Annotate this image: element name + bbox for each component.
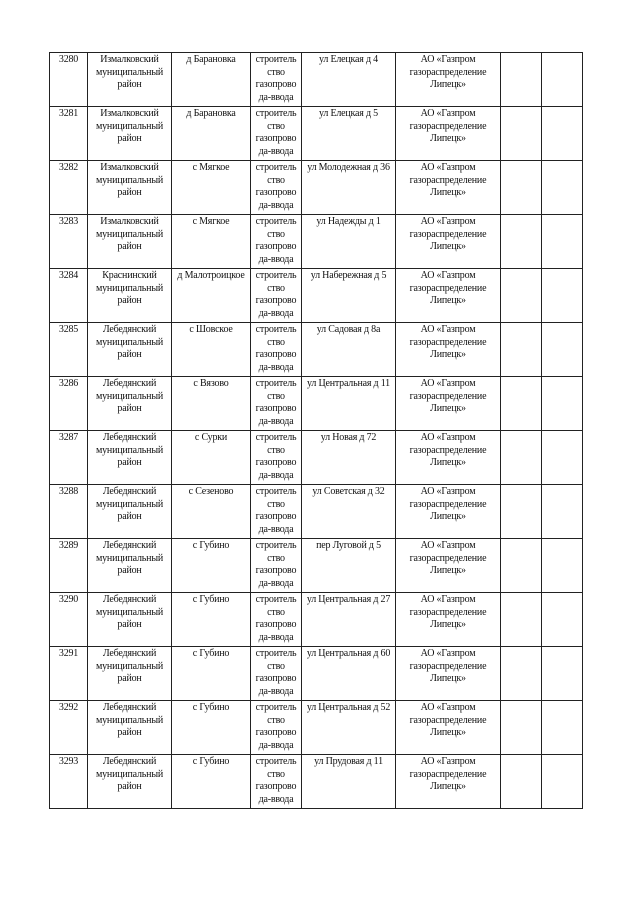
empty-cell [501, 107, 542, 161]
table-row [50, 161, 583, 215]
district-cell: Краснинский муниципальный район [88, 269, 172, 323]
work-type-cell: строитель ство газопрово да-ввода [251, 107, 302, 161]
district-cell: Измалковский муниципальный район [88, 53, 172, 107]
work-type-cell: строитель ство газопрово да-ввода [251, 323, 302, 377]
empty-cell [542, 647, 583, 701]
village-cell: с Мягкое [172, 215, 251, 269]
row-number-cell: 3286 [50, 377, 88, 431]
district-cell: Измалковский муниципальный район [88, 215, 172, 269]
address-cell: ул Надежды д 1 [302, 215, 396, 269]
empty-cell [542, 755, 583, 809]
row-number-cell: 3292 [50, 701, 88, 755]
work-type-cell: строитель ство газопрово да-ввода [251, 377, 302, 431]
row-number-cell: 3287 [50, 431, 88, 485]
organization-cell: АО «Газпром газораспределение Липецк» [396, 269, 501, 323]
empty-cell [542, 161, 583, 215]
empty-cell [501, 377, 542, 431]
row-number-cell: 3285 [50, 323, 88, 377]
table-body [50, 53, 583, 809]
table-row [50, 647, 583, 701]
address-cell: ул Новая д 72 [302, 431, 396, 485]
address-cell: ул Набережная д 5 [302, 269, 396, 323]
organization-cell: АО «Газпром газораспределение Липецк» [396, 701, 501, 755]
village-cell: с Губино [172, 593, 251, 647]
work-type-cell: строитель ство газопрово да-ввода [251, 161, 302, 215]
table-row [50, 701, 583, 755]
row-number-cell: 3289 [50, 539, 88, 593]
table-row [50, 593, 583, 647]
empty-cell [501, 755, 542, 809]
organization-cell: АО «Газпром газораспределение Липецк» [396, 593, 501, 647]
empty-cell [501, 323, 542, 377]
row-number-cell: 3293 [50, 755, 88, 809]
work-type-cell: строитель ство газопрово да-ввода [251, 215, 302, 269]
row-number-cell: 3283 [50, 215, 88, 269]
district-cell: Лебедянский муниципальный район [88, 539, 172, 593]
work-type-cell: строитель ство газопрово да-ввода [251, 539, 302, 593]
organization-cell: АО «Газпром газораспределение Липецк» [396, 647, 501, 701]
district-cell: Лебедянский муниципальный район [88, 431, 172, 485]
village-cell: д Малотроицкое [172, 269, 251, 323]
empty-cell [501, 647, 542, 701]
empty-cell [542, 701, 583, 755]
organization-cell: АО «Газпром газораспределение Липецк» [396, 107, 501, 161]
district-cell: Лебедянский муниципальный район [88, 647, 172, 701]
address-cell: ул Молодежная д 36 [302, 161, 396, 215]
organization-cell: АО «Газпром газораспределение Липецк» [396, 539, 501, 593]
village-cell: с Губино [172, 647, 251, 701]
table-row [50, 377, 583, 431]
address-cell: ул Садовая д 8а [302, 323, 396, 377]
empty-cell [542, 431, 583, 485]
empty-cell [501, 161, 542, 215]
address-cell: ул Центральная д 60 [302, 647, 396, 701]
village-cell: с Губино [172, 755, 251, 809]
work-type-cell: строитель ство газопрово да-ввода [251, 647, 302, 701]
empty-cell [501, 485, 542, 539]
empty-cell [542, 539, 583, 593]
address-cell: ул Центральная д 27 [302, 593, 396, 647]
empty-cell [542, 377, 583, 431]
district-cell: Лебедянский муниципальный район [88, 485, 172, 539]
village-cell: с Сурки [172, 431, 251, 485]
empty-cell [542, 107, 583, 161]
village-cell: с Вязово [172, 377, 251, 431]
work-type-cell: строитель ство газопрово да-ввода [251, 485, 302, 539]
empty-cell [542, 215, 583, 269]
empty-cell [542, 53, 583, 107]
empty-cell [501, 593, 542, 647]
work-type-cell: строитель ство газопрово да-ввода [251, 431, 302, 485]
registry-table [49, 52, 583, 809]
table-row [50, 485, 583, 539]
organization-cell: АО «Газпром газораспределение Липецк» [396, 323, 501, 377]
district-cell: Лебедянский муниципальный район [88, 593, 172, 647]
address-cell: ул Елецкая д 5 [302, 107, 396, 161]
empty-cell [501, 53, 542, 107]
district-cell: Лебедянский муниципальный район [88, 755, 172, 809]
table-row [50, 539, 583, 593]
empty-cell [542, 323, 583, 377]
organization-cell: АО «Газпром газораспределение Липецк» [396, 755, 501, 809]
row-number-cell: 3282 [50, 161, 88, 215]
address-cell: ул Прудовая д 11 [302, 755, 396, 809]
table-row [50, 431, 583, 485]
organization-cell: АО «Газпром газораспределение Липецк» [396, 215, 501, 269]
work-type-cell: строитель ство газопрово да-ввода [251, 593, 302, 647]
row-number-cell: 3288 [50, 485, 88, 539]
village-cell: д Барановка [172, 53, 251, 107]
address-cell: ул Центральная д 11 [302, 377, 396, 431]
district-cell: Лебедянский муниципальный район [88, 701, 172, 755]
empty-cell [501, 215, 542, 269]
organization-cell: АО «Газпром газораспределение Липецк» [396, 431, 501, 485]
address-cell: ул Елецкая д 4 [302, 53, 396, 107]
empty-cell [501, 539, 542, 593]
address-cell: ул Центральная д 52 [302, 701, 396, 755]
organization-cell: АО «Газпром газораспределение Липецк» [396, 377, 501, 431]
empty-cell [542, 269, 583, 323]
village-cell: с Губино [172, 701, 251, 755]
organization-cell: АО «Газпром газораспределение Липецк» [396, 53, 501, 107]
address-cell: пер Луговой д 5 [302, 539, 396, 593]
work-type-cell: строитель ство газопрово да-ввода [251, 53, 302, 107]
village-cell: с Губино [172, 539, 251, 593]
table-row [50, 215, 583, 269]
address-cell: ул Советская д 32 [302, 485, 396, 539]
row-number-cell: 3291 [50, 647, 88, 701]
table-row [50, 269, 583, 323]
row-number-cell: 3290 [50, 593, 88, 647]
empty-cell [501, 431, 542, 485]
village-cell: д Барановка [172, 107, 251, 161]
work-type-cell: строитель ство газопрово да-ввода [251, 701, 302, 755]
village-cell: с Шовское [172, 323, 251, 377]
table-row [50, 107, 583, 161]
table-row [50, 323, 583, 377]
table-row [50, 53, 583, 107]
district-cell: Лебедянский муниципальный район [88, 323, 172, 377]
empty-cell [542, 485, 583, 539]
work-type-cell: строитель ство газопрово да-ввода [251, 269, 302, 323]
empty-cell [542, 593, 583, 647]
organization-cell: АО «Газпром газораспределение Липецк» [396, 485, 501, 539]
work-type-cell: строитель ство газопрово да-ввода [251, 755, 302, 809]
district-cell: Измалковский муниципальный район [88, 161, 172, 215]
row-number-cell: 3280 [50, 53, 88, 107]
village-cell: с Мягкое [172, 161, 251, 215]
village-cell: с Сезеново [172, 485, 251, 539]
table-row [50, 755, 583, 809]
district-cell: Измалковский муниципальный район [88, 107, 172, 161]
empty-cell [501, 269, 542, 323]
district-cell: Лебедянский муниципальный район [88, 377, 172, 431]
organization-cell: АО «Газпром газораспределение Липецк» [396, 161, 501, 215]
row-number-cell: 3281 [50, 107, 88, 161]
empty-cell [501, 701, 542, 755]
row-number-cell: 3284 [50, 269, 88, 323]
